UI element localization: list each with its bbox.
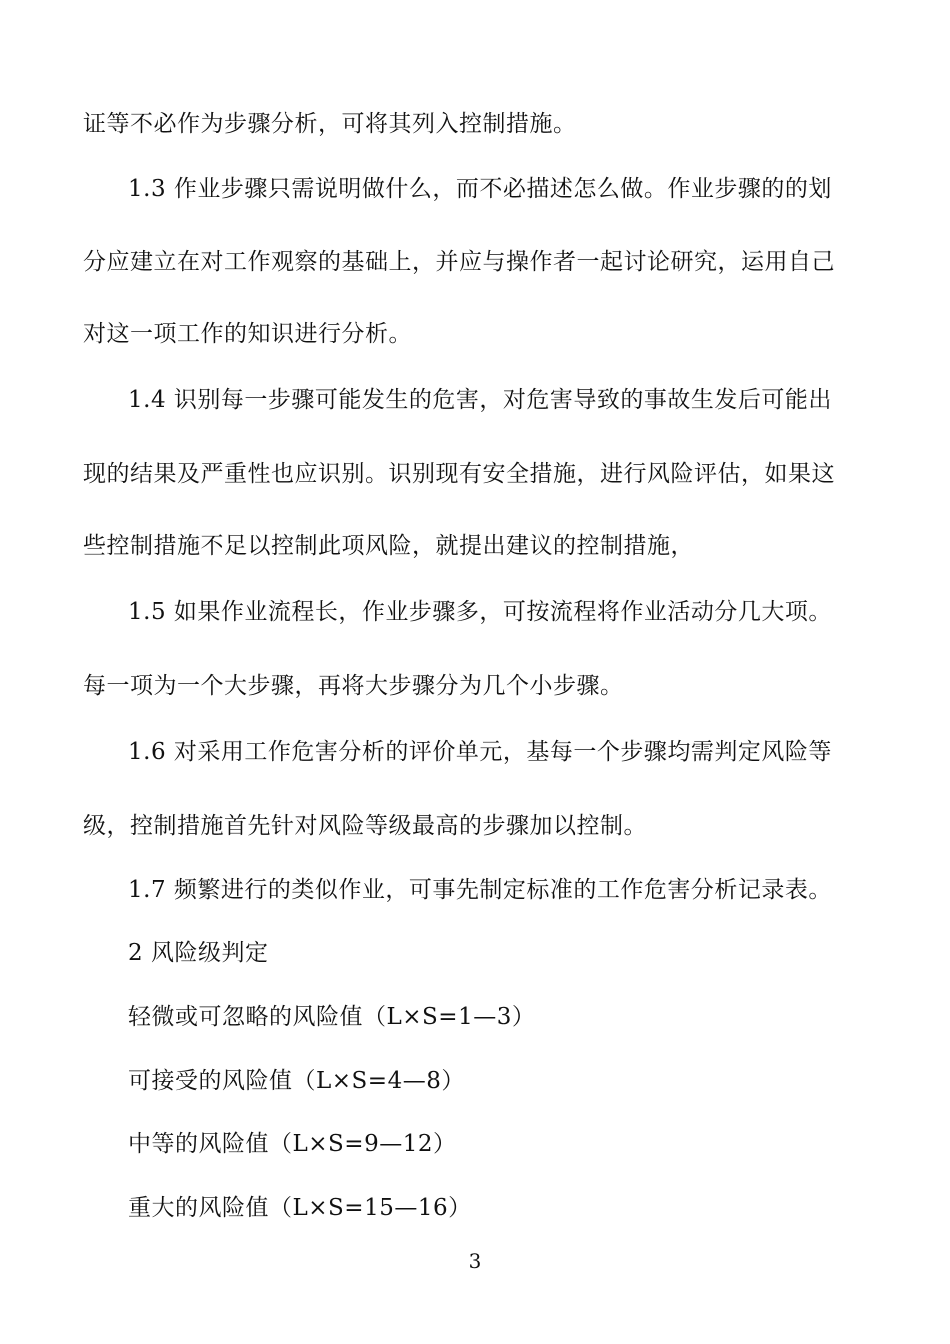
paragraph-line: 级，控制措施首先针对风险等级最高的步骤加以控制。 (83, 813, 647, 839)
paragraph-line: 1.4 识别每一步骤可能发生的危害，对危害导致的事故生发后可能出 (128, 387, 832, 413)
paragraph-line: 证等不必作为步骤分析，可将其列入控制措施。 (83, 111, 577, 137)
paragraph-line: 1.3 作业步骤只需说明做什么，而不必描述怎么做。作业步骤的的划 (128, 176, 832, 202)
paragraph-line: 现的结果及严重性也应识别。识别现有安全措施，进行风险评估，如果这 (83, 461, 835, 487)
paragraph-line: 1.7 频繁进行的类似作业，可事先制定标准的工作危害分析记录表。 (128, 877, 832, 903)
risk-level-item: 中等的风险值（L×S=9—12） (128, 1131, 457, 1157)
paragraph-line: 每一项为一个大步骤，再将大步骤分为几个小步骤。 (83, 673, 624, 699)
paragraph-line: 1.6 对采用工作危害分析的评价单元，基每一个步骤均需判定风险等 (128, 739, 832, 765)
paragraph-line: 1.5 如果作业流程长，作业步骤多，可按流程将作业活动分几大项。 (128, 599, 832, 625)
risk-level-item: 可接受的风险值（L×S=4—8） (128, 1068, 465, 1094)
paragraph-line: 分应建立在对工作观察的基础上，并应与操作者一起讨论研究，运用自己 (83, 249, 835, 275)
paragraph-line: 些控制措施不足以控制此项风险，就提出建议的控制措施， (83, 533, 694, 559)
section-heading: 2 风险级判定 (128, 940, 269, 966)
paragraph-line: 对这一项工作的知识进行分析。 (83, 321, 412, 347)
risk-level-item: 重大的风险值（L×S=15—16） (128, 1195, 472, 1221)
risk-level-item: 轻微或可忽略的风险值（L×S=1—3） (128, 1004, 536, 1030)
page-number: 3 (468, 1249, 482, 1273)
